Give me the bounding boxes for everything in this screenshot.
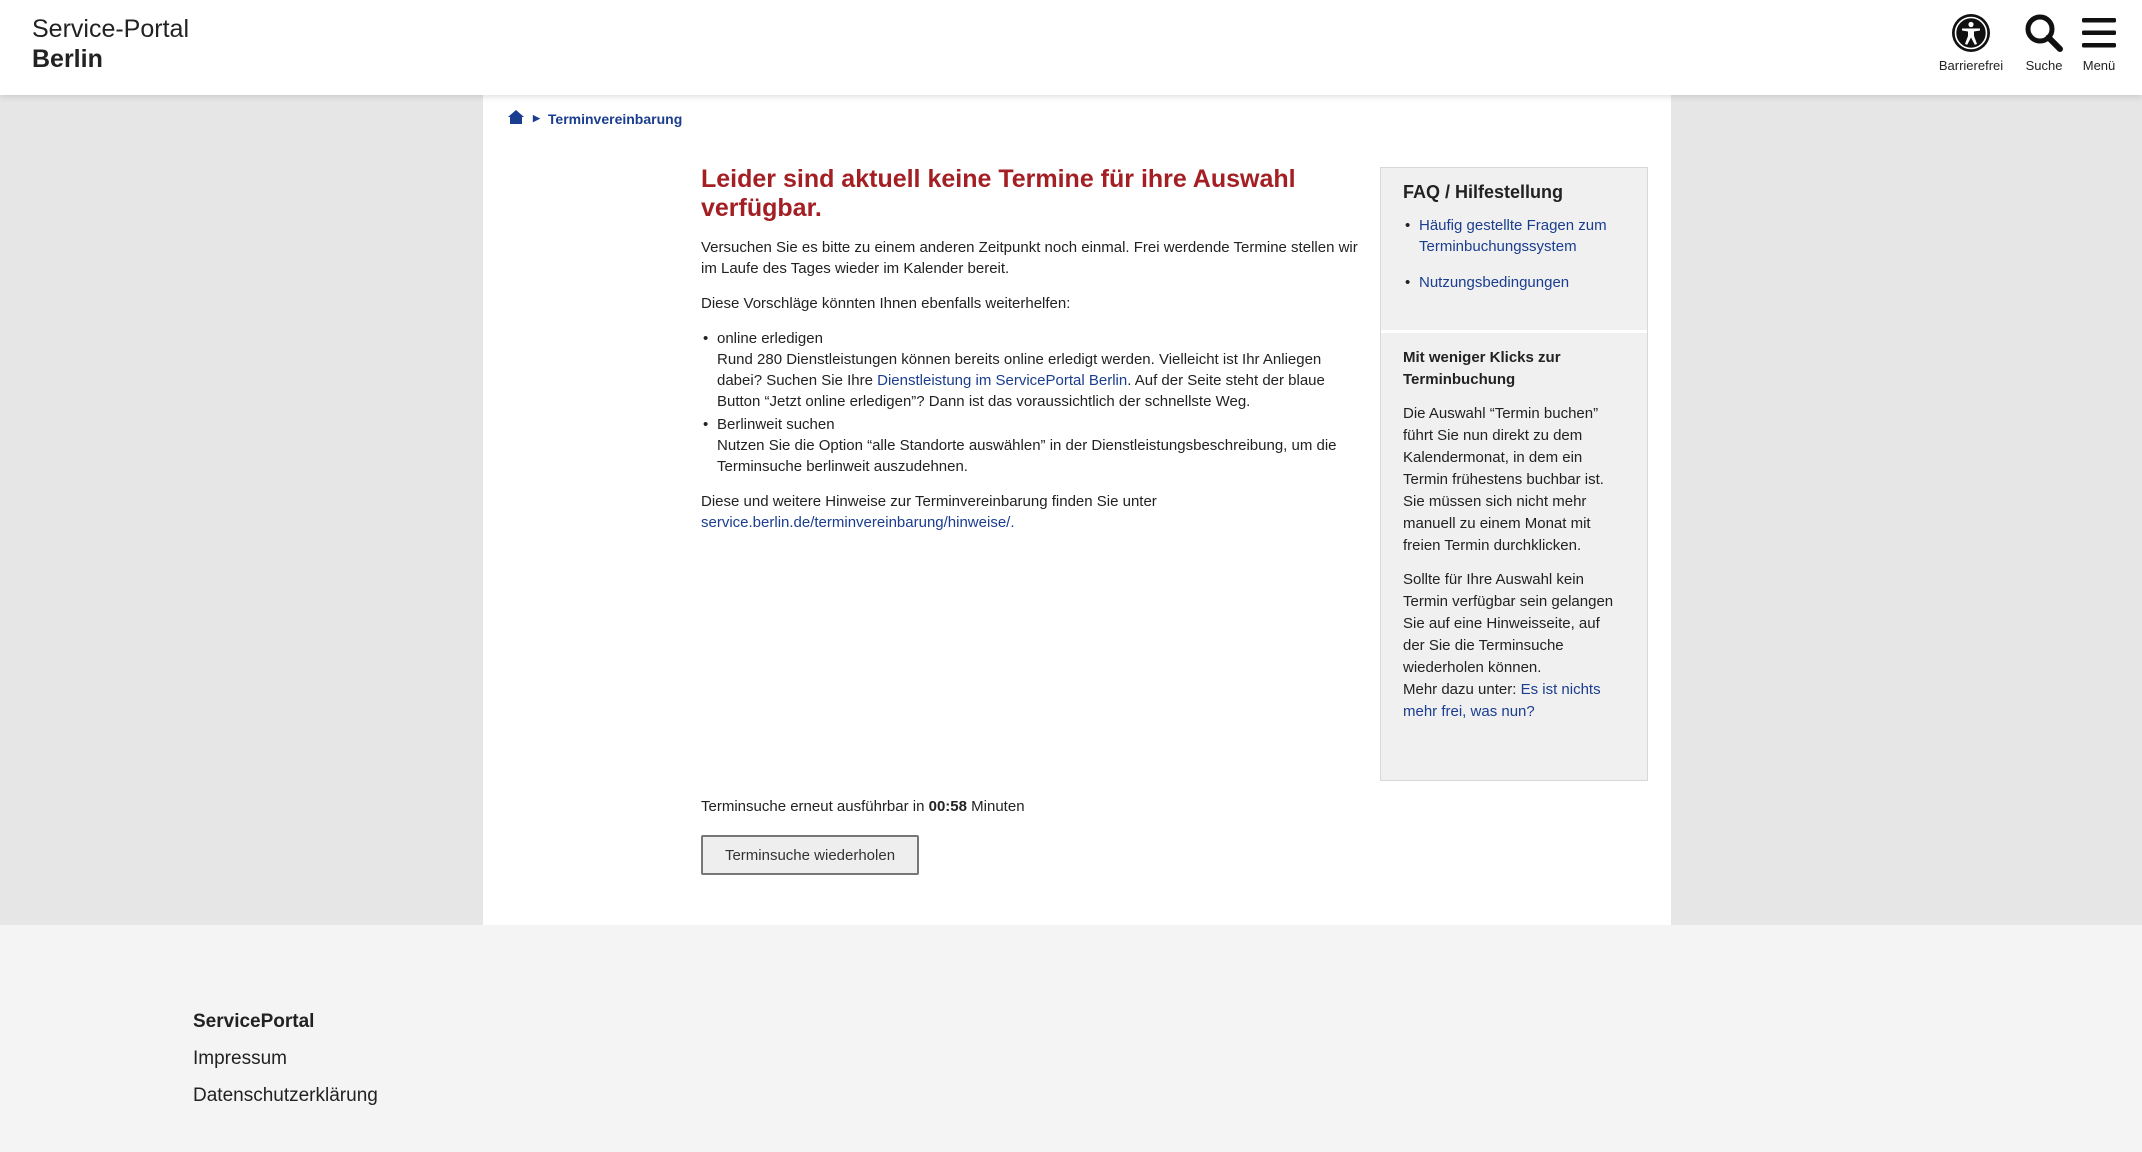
suggestions-intro: Diese Vorschläge könnten Ihnen ebenfalls weiterhelfen: bbox=[701, 295, 1071, 312]
terms-link[interactable]: Nutzungsbedingungen bbox=[1419, 274, 1570, 291]
breadcrumb-separator-icon: ▶ bbox=[533, 113, 540, 123]
site-logo-link[interactable] bbox=[32, 14, 189, 74]
breadcrumb-current[interactable]: Terminvereinbarung bbox=[547, 110, 683, 127]
fewer-clicks-para2 bbox=[1403, 569, 1625, 723]
search-button[interactable] bbox=[2014, 12, 2074, 73]
intro-text: Versuchen Sie es bitte zu einem anderen Zeitpunkt noch einmal. Frei werdende Termine stellen wir im Laufe des Tages wieder im Kalender bereit. bbox=[701, 239, 1358, 277]
timer-value: 00:58 bbox=[928, 798, 967, 815]
list-item bbox=[701, 328, 1361, 412]
footer-title: ServicePortal bbox=[193, 1011, 315, 1032]
site-header bbox=[0, 0, 2142, 95]
page-title: Leider sind aktuell keine Termine für ihre Auswahl verfügbar. bbox=[701, 165, 1296, 222]
imprint-link[interactable]: Impressum bbox=[193, 1048, 287, 1069]
fewer-clicks-title: Mit weniger Klicks zur Terminbuchung bbox=[1403, 349, 1561, 388]
retry-timer bbox=[701, 798, 1025, 815]
suggestion2-text: Nutzen Sie die Option “alle Standorte auswählen” in der Dienstleistungsbeschreibung, um die Terminsuche berlinweit auszudehnen. bbox=[717, 437, 1337, 475]
accessibility-label: Barrierefrei bbox=[1938, 58, 2004, 73]
list-item bbox=[701, 414, 1361, 477]
retry-search-button[interactable]: Terminsuche wiederholen bbox=[701, 835, 919, 875]
brand-line1: Service-Portal bbox=[32, 15, 189, 43]
notice-section bbox=[701, 165, 1361, 547]
suggestion1-text-b: . Auf der Seite steht der blaue Button “Jetzt online erledigen”? Dann ist das voraussichtlich der schnellste Weg. bbox=[717, 372, 1325, 410]
suggestion2-title: Berlinweit suchen bbox=[717, 416, 835, 433]
timer-prefix: Terminsuche erneut ausführbar in bbox=[701, 798, 929, 815]
fewer-clicks-section bbox=[1381, 333, 1647, 749]
service-portal-link[interactable]: Dienstleistung im ServicePortal Berlin bbox=[877, 372, 1128, 389]
faq-box bbox=[1380, 167, 1648, 781]
suggestion-list bbox=[701, 328, 1361, 477]
fewer-clicks-para1: Die Auswahl “Termin buchen” führt Sie nun direkt zu dem Kalendermonat, in dem ein Termin frühestens buchbar ist. Sie müssen sich nicht mehr manuell zu einem Monat mit freien Termin durchklicken. bbox=[1403, 405, 1604, 554]
faq-link[interactable]: Häufig gestellte Fragen zum Terminbuchungssystem bbox=[1419, 217, 1607, 255]
search-icon bbox=[2014, 12, 2074, 54]
menu-button[interactable] bbox=[2076, 12, 2122, 73]
hints-paragraph bbox=[701, 491, 1361, 533]
list-item bbox=[1403, 272, 1625, 293]
brand-line2: Berlin bbox=[32, 45, 103, 73]
home-icon bbox=[507, 112, 525, 128]
hints-text: Diese und weitere Hinweise zur Terminvereinbarung finden Sie unter bbox=[701, 493, 1157, 510]
breadcrumb-home-link[interactable] bbox=[507, 109, 525, 128]
hints-link[interactable]: service.berlin.de/terminvereinbarung/hinweise/. bbox=[701, 514, 1015, 531]
fewer-clicks-para2-text: Sollte für Ihre Auswahl kein Termin verfügbar sein gelangen Sie auf eine Hinweisseite, auf der Sie die Terminsuche wiederholen können. bbox=[1403, 571, 1614, 676]
faq-title: FAQ / Hilfestellung bbox=[1403, 182, 1564, 202]
privacy-link[interactable]: Datenschutzerklärung bbox=[193, 1085, 378, 1106]
menu-label: Menü bbox=[2082, 58, 2116, 73]
search-label: Suche bbox=[2025, 58, 2063, 73]
main-content bbox=[483, 95, 1671, 925]
suggestion1-title: online erledigen bbox=[717, 330, 823, 347]
nothing-free-link[interactable]: Es ist nichts mehr frei, was nun? bbox=[1403, 681, 1601, 720]
site-footer bbox=[0, 925, 2142, 1152]
more-prefix: Mehr dazu unter: bbox=[1403, 681, 1521, 698]
timer-suffix: Minuten bbox=[967, 798, 1025, 815]
faq-help-section bbox=[1381, 168, 1647, 333]
hamburger-icon bbox=[2076, 12, 2122, 54]
footer-column bbox=[193, 1003, 378, 1114]
accessibility-button[interactable] bbox=[1934, 12, 2008, 73]
list-item bbox=[1403, 215, 1625, 257]
faq-list bbox=[1403, 215, 1625, 293]
suggestion1-text-a: Rund 280 Dienstleistungen können bereits online erledigt werden. Vielleicht ist Ihr Anliegen dabei? Suchen Sie Ihre bbox=[717, 351, 1322, 389]
breadcrumb bbox=[507, 109, 682, 128]
accessibility-icon bbox=[1934, 12, 2008, 54]
